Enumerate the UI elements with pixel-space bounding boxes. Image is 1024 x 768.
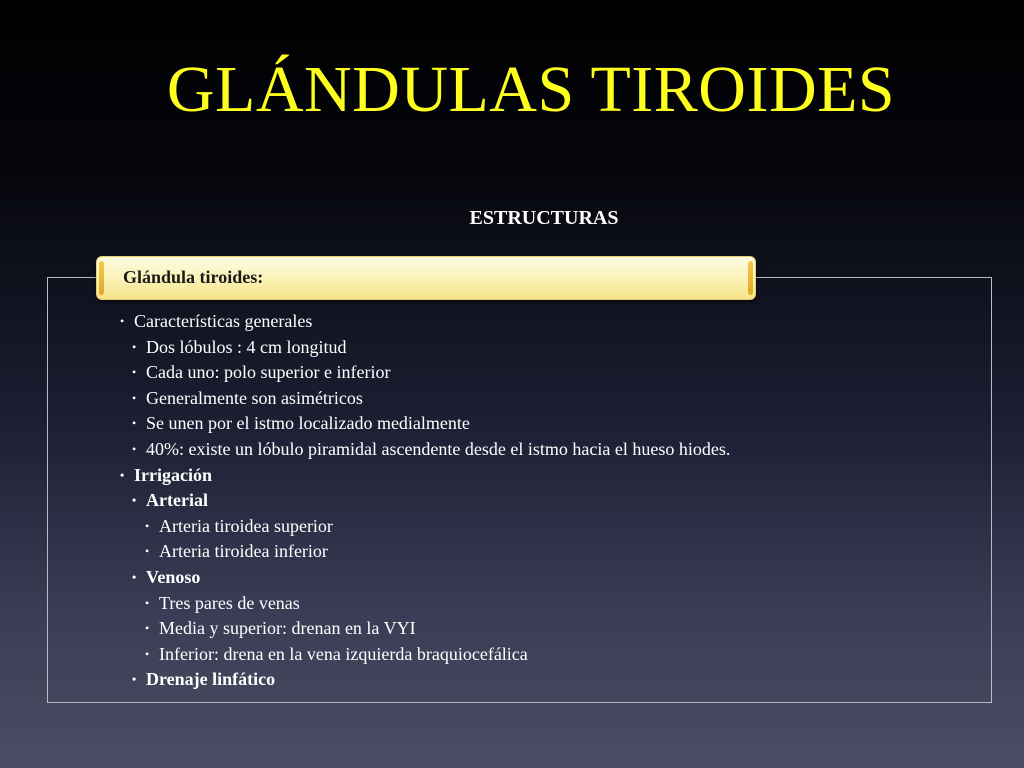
slide-subtitle: ESTRUCTURAS <box>469 207 619 229</box>
bullet-dot-icon: • <box>145 518 150 533</box>
bullet-text: Media y superior: drenan en la VYI <box>159 618 416 639</box>
bullet-dot-icon: • <box>132 672 137 687</box>
bullet-item <box>120 309 730 335</box>
bullet-dot-icon: • <box>132 441 137 456</box>
bullet-dot-icon: • <box>120 314 125 328</box>
bullet-text: 40%: existe un lóbulo piramidal ascendente desde el istmo hacia el hueso hiodes. <box>146 438 731 459</box>
bullet-dot-icon: • <box>120 467 125 482</box>
bullet-item <box>120 539 730 565</box>
bullet-item <box>120 667 730 693</box>
bullet-text: Drenaje linfático <box>146 669 276 690</box>
bullet-dot-icon: • <box>132 339 137 354</box>
bullet-item <box>120 411 730 437</box>
bullet-text: Características generales <box>134 311 313 331</box>
bullet-dot-icon: • <box>132 365 137 380</box>
bullet-text: Se unen por el istmo localizado medialmente <box>146 413 470 434</box>
bullet-item <box>120 591 730 617</box>
bullet-text: Cada uno: polo superior e inferior <box>146 362 391 383</box>
section-label: Glándula tiroides: <box>123 267 264 287</box>
bullet-text: Arteria tiroidea superior <box>159 515 333 536</box>
bullet-dot-icon: • <box>145 544 150 559</box>
bullet-item <box>120 386 730 412</box>
bullet-dot-icon: • <box>132 416 137 431</box>
bullet-dot-icon: • <box>132 390 137 405</box>
bullet-item <box>120 437 730 463</box>
bullet-text: Tres pares de venas <box>159 592 300 613</box>
bullet-dot-icon: • <box>145 595 150 610</box>
bullet-item <box>120 616 730 642</box>
bullet-item <box>120 335 730 361</box>
bullet-item <box>120 463 730 489</box>
bullet-item <box>120 488 730 514</box>
bullet-text: Irrigación <box>134 464 212 485</box>
bullet-dot-icon: • <box>145 646 150 661</box>
bullet-dot-icon: • <box>132 569 137 584</box>
slide-title: GLÁNDULAS TIROIDES <box>166 53 896 126</box>
bullet-dot-icon: • <box>145 621 150 636</box>
bullet-text: Generalmente son asimétricos <box>146 387 363 408</box>
bullet-text: Arteria tiroidea inferior <box>159 541 328 562</box>
bullet-text: Dos lóbulos : 4 cm longitud <box>146 336 347 357</box>
bullet-text: Venoso <box>146 566 201 587</box>
bullet-item <box>120 514 730 540</box>
bullet-item <box>120 565 730 591</box>
bullet-item <box>120 642 730 668</box>
bullet-item <box>120 360 730 386</box>
bullet-text: Arterial <box>146 490 208 511</box>
bullet-dot-icon: • <box>132 493 137 508</box>
bullet-list <box>120 309 730 693</box>
section-label-box <box>96 256 756 300</box>
bullet-text: Inferior: drena en la vena izquierda braquiocefálica <box>159 643 528 664</box>
